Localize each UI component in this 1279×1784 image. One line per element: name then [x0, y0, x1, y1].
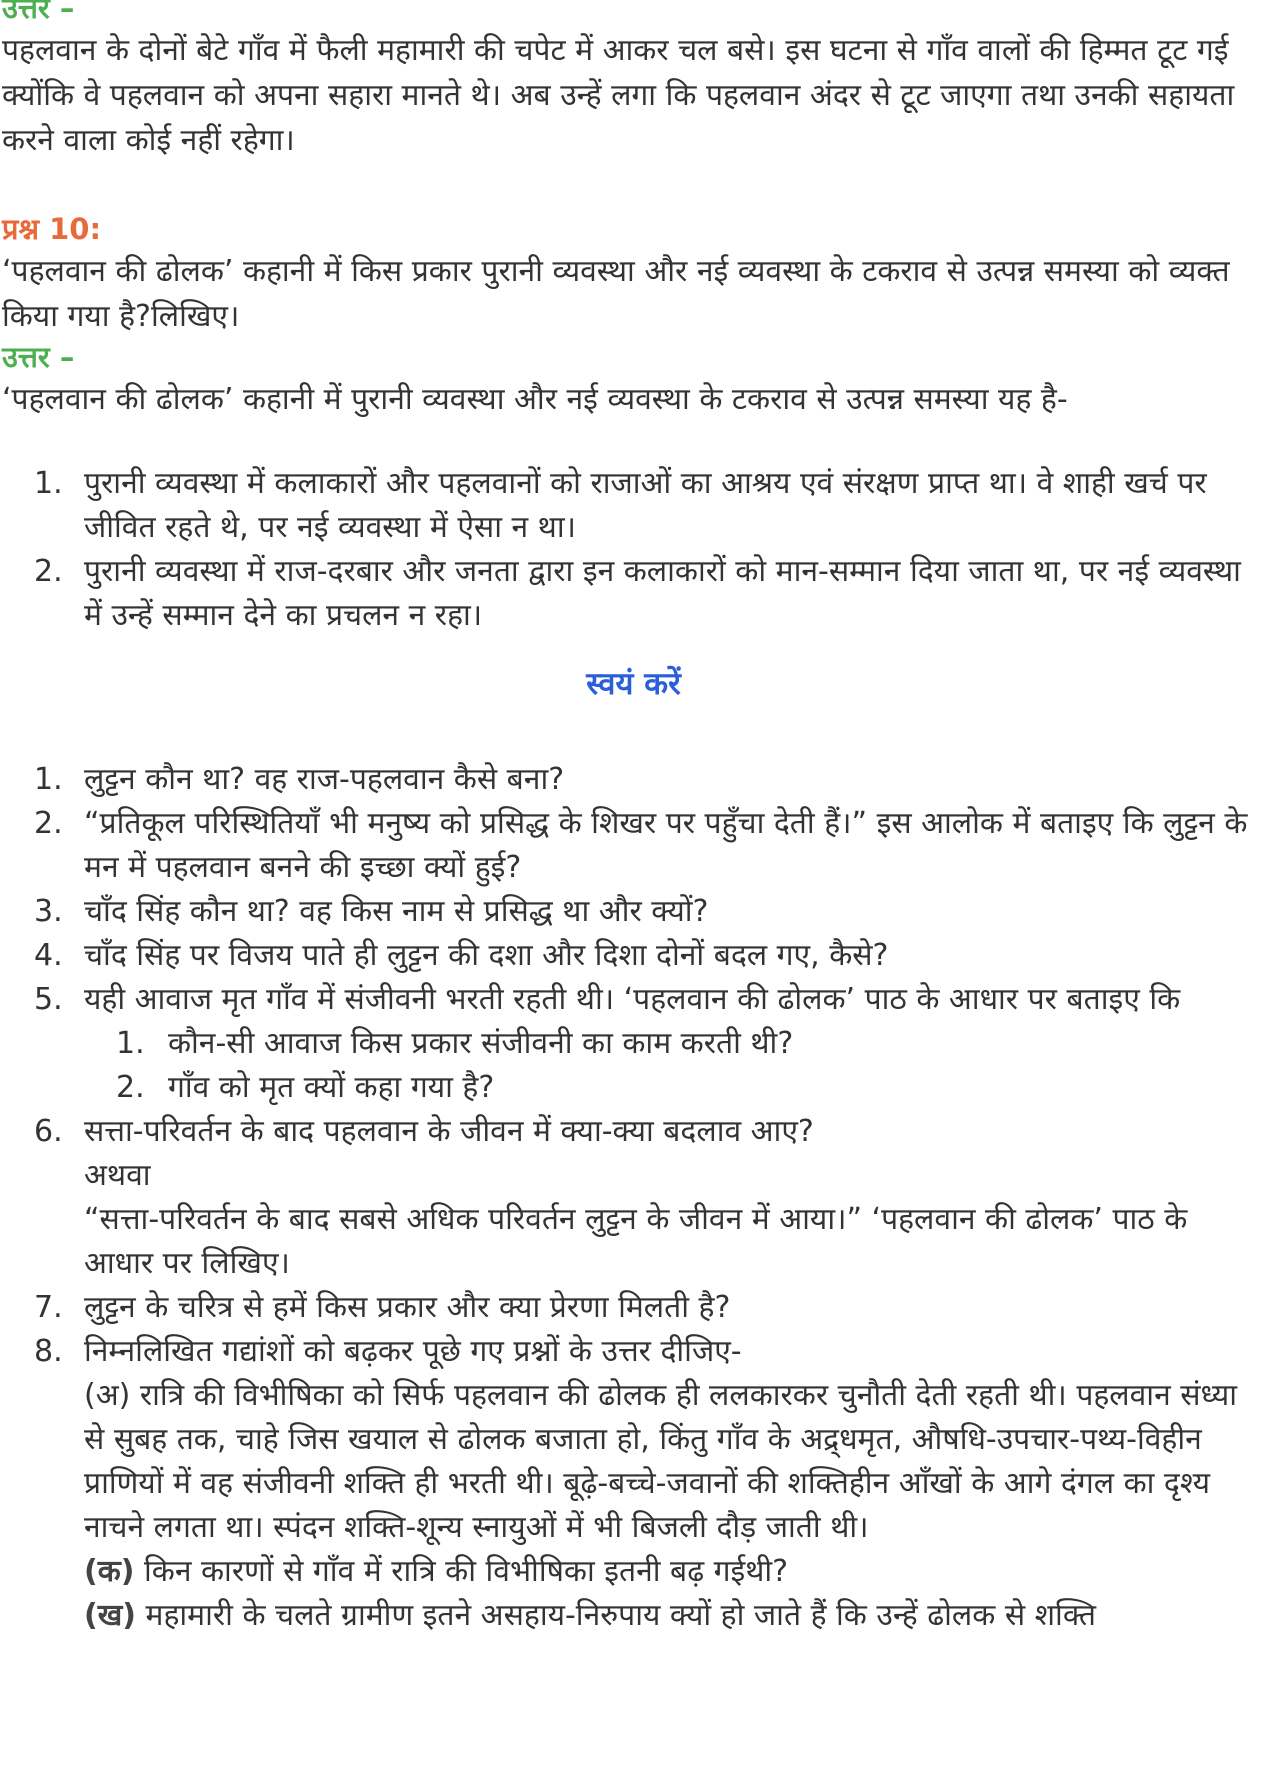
answer-10-intro: ‘पहलवान की ढोलक’ कहानी में पुरानी व्यवस्था और नई व्यवस्था के टकराव से उत्पन्न समस्या यह है- — [2, 382, 1068, 417]
passage-text: (अ) रात्रि की विभीषिका को सिर्फ पहलवान की ढोलक ही ललकारकर चुनौती देती रहती थी। पहलवान संध्या से सुबह तक, चाहे जिस खयाल से ढोलक बजाता हो, किंतु गाँव के अद्र्धमृत, औषधि-उपचार-पथ्य-विहीन प्राणियों में वह संजीवनी शक्ति ही भरती थी। बूढ़े-बच्चे-जवानों की शक्तिहीन आँखों के आगे दंगल का दृश्य नाचने लगता था। स्पंदन शक्ति-शून्य स्नायुओं में भी बिजली दौड़ जाती थी। — [84, 1378, 1237, 1545]
alternate-question: “सत्ता-परिवर्तन के बाद सबसे अधिक परिवर्तन लुट्टन के जीवन में आया।” ‘पहलवान की ढोलक’ पाठ के आधार पर लिखिए। — [84, 1202, 1188, 1281]
answer-label: उत्तर – — [2, 0, 75, 25]
question-10-label: प्रश्न 10: — [2, 212, 102, 246]
answer-9-text: पहलवान के दोनों बेटे गाँव में फैली महामारी की चपेट में आकर चल बसे। इस घटना से गाँव वालों की हिम्मत टूट गई क्योंकि वे पहलवान को अपना सहारा मानते थे। अब उन्हें लगा कि पहलवान अंदर से टूट जाएगा तथा उनकी सहायता करने वाला कोई नहीं रहेगा। — [2, 33, 1235, 158]
or-text: अथवा — [84, 1158, 151, 1193]
sub-list — [84, 1022, 1265, 1110]
sub-list-item: 1. कौन-सी आवाज किस प्रकार संजीवनी का काम करती थी? — [116, 1026, 794, 1061]
list-item: 1. लुट्टन कौन था? वह राज-पहलवान कैसे बना? — [34, 762, 565, 797]
list-item: 1. पुरानी व्यवस्था में कलाकारों और पहलवानों को राजाओं का आश्रय एवं संरक्षण प्राप्त था। वे शाही खर्च पर जीवित रहते थे, पर नई व्यवस्था में ऐसा न था। — [34, 466, 1207, 545]
passage-question-2: (ख) महामारी के चलते ग्रामीण इतने असहाय-निरुपाय क्यों हो जाते हैं कि उन्हें ढोलक से शक्ति — [84, 1598, 1097, 1633]
question-10-text: ‘पहलवान की ढोलक’ कहानी में किस प्रकार पुरानी व्यवस्था और नई व्यवस्था के टकराव से उत्पन्न समस्या को व्यक्त किया गया है?लिखिए। — [2, 254, 1230, 334]
self-practice-heading: स्वयं करें — [586, 666, 681, 702]
list-item: 4. चाँद सिंह पर विजय पाते ही लुट्टन की दशा और दिशा दोनों बदल गए, कैसे? — [34, 938, 889, 973]
list-item: 3. चाँद सिंह कौन था? वह किस नाम से प्रसिद्ध था और क्यों? — [34, 894, 709, 929]
self-practice-list — [2, 758, 1265, 1638]
list-item: 2. पुरानी व्यवस्था में राज-दरबार और जनता द्वारा इन कलाकारों को मान-सम्मान दिया जाता था, पर नई व्यवस्था में उन्हें सम्मान देने का प्रचलन न रहा। — [34, 554, 1241, 633]
list-item: 7. लुट्टन के चरित्र से हमें किस प्रकार और क्या प्रेरणा मिलती है? — [34, 1290, 731, 1325]
list-item: 8. निम्नलिखित गद्यांशों को बढ़कर पूछे गए प्रश्नों के उत्तर दीजिए- (अ) रात्रि की विभीषिका को सिर्फ पहलवान की ढोलक ही ललकारकर चुनौती देती रहती थी। पहलवान संध्या से सुबह तक, चाहे जिस खयाल से ढोलक बजाता हो, किंतु गाँव के अद्र्धमृत, औषधि-उपचार-पथ्य-विहीन प्राणियों में वह संजीवनी शक्ति ही भरती थी। बूढ़े-बच्चे-जवानों की शक्तिहीन आँखों के आगे दंगल का दृश्य नाचने लगता था। स्पंदन शक्ति-शून्य स्नायुओं में भी बिजली दौड़ जाती थी। (क) किन कारणों से गाँव में रात्रि की विभीषिका इतनी बढ़ गईथी? (ख) महामारी के चलते ग्रामीण इतने असहाय-निरुपाय क्यों हो जाते हैं कि उन्हें ढोलक से शक्ति — [2, 1330, 1265, 1638]
sub-list-item: 2. गाँव को मृत क्यों कहा गया है? — [116, 1070, 495, 1105]
passage-question-1: (क) किन कारणों से गाँव में रात्रि की विभीषिका इतनी बढ़ गईथी? — [84, 1554, 789, 1589]
list-item: 2. “प्रतिकूल परिस्थितियाँ भी मनुष्य को प्रसिद्ध के शिखर पर पहुँचा देती हैं।” इस आलोक में बताइए कि लुट्टन के मन में पहलवान बनने की इच्छा क्यों हुई? — [34, 806, 1248, 885]
answer-10-points — [2, 462, 1265, 638]
list-item: 5. यही आवाज मृत गाँव में संजीवनी भरती रहती थी। ‘पहलवान की ढोलक’ पाठ के आधार पर बताइए कि 1. कौन-सी आवाज किस प्रकार संजीवनी का काम करती थी? 2. गाँव को मृत क्यों कहा गया है? — [2, 978, 1265, 1110]
answer-10-label: उत्तर – — [2, 340, 75, 374]
list-item: 6. सत्ता-परिवर्तन के बाद पहलवान के जीवन में क्या-क्या बदलाव आए? अथवा “सत्ता-परिवर्तन के बाद सबसे अधिक परिवर्तन लुट्टन के जीवन में आया।” ‘पहलवान की ढोलक’ पाठ के आधार पर लिखिए। — [2, 1110, 1265, 1286]
